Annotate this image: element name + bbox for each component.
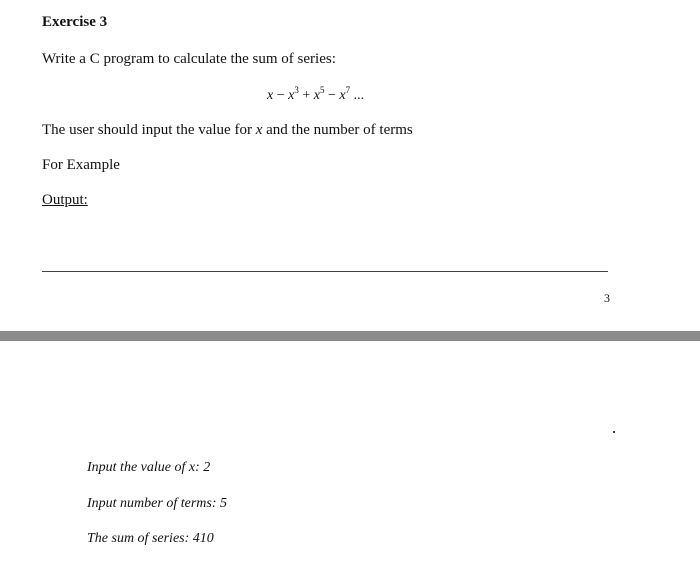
- instruction-text-before: The user should input the value for: [42, 122, 256, 138]
- exercise-instruction: [42, 122, 413, 139]
- sample-output-line-1: Input the value of x: 2: [87, 460, 211, 475]
- series-formula: [267, 85, 365, 104]
- exercise-title: Exercise 3: [42, 14, 108, 30]
- formula-ellipsis: ...: [350, 88, 365, 103]
- formula-term-2: x: [288, 88, 295, 103]
- scan-speck: [613, 431, 615, 433]
- formula-exponent-2: 3: [294, 85, 299, 95]
- sample-output-line-2: Input number of terms: 5: [87, 496, 227, 511]
- page-separator: [0, 331, 700, 341]
- formula-operator-2: +: [298, 88, 314, 103]
- formula-exponent-3: 5: [319, 85, 325, 95]
- formula-term-4: x: [339, 88, 346, 103]
- footer-divider: [42, 271, 608, 272]
- formula-operator-1: −: [273, 88, 289, 103]
- example-label: For Example: [42, 157, 120, 173]
- next-page: [0, 341, 700, 561]
- page-number: 3: [604, 291, 610, 305]
- output-label: Output:: [42, 192, 88, 208]
- instruction-variable: x: [255, 122, 263, 138]
- exercise-intro: Write a C program to calculate the sum of series:: [42, 51, 336, 67]
- instruction-text-after: and the number of terms: [262, 122, 413, 138]
- formula-operator-3: −: [324, 88, 340, 103]
- formula-term-3: x: [313, 88, 320, 103]
- sample-output-line-3: The sum of series: 410: [87, 531, 214, 546]
- formula-exponent-4: 7: [345, 85, 351, 95]
- formula-term-1: x: [267, 88, 274, 103]
